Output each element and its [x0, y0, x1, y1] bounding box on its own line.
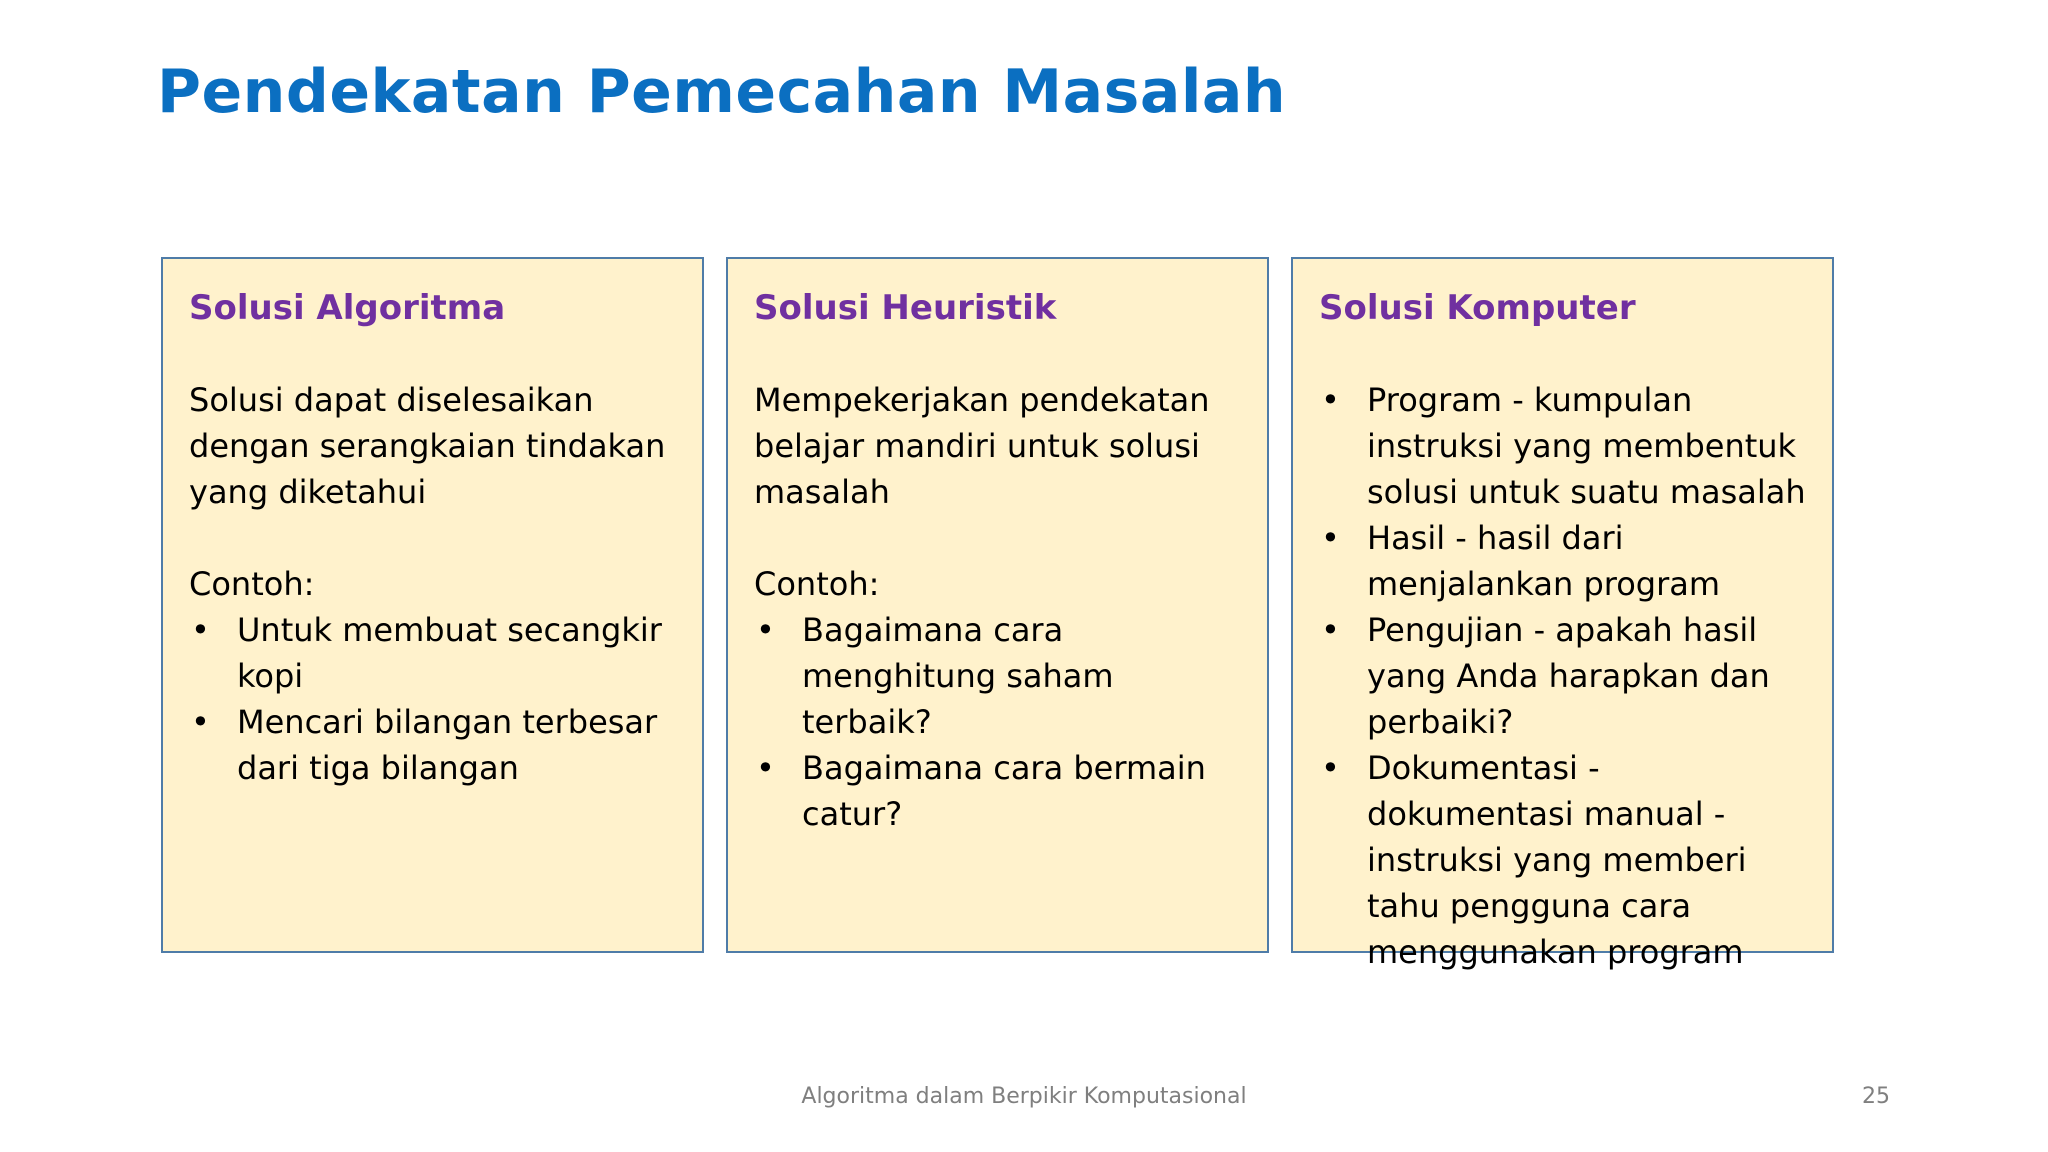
list-item-text: Program - kumpulan instruksi yang membentuk solusi untuk suatu masalah — [1367, 381, 1806, 511]
list-item-text: Hasil - hasil dari menjalankan program — [1367, 519, 1721, 603]
list-item — [1319, 515, 1806, 607]
slide-title: Pendekatan Pemecahan Masalah — [157, 57, 1287, 127]
box-heading: Solusi Komputer — [1319, 288, 1636, 328]
box-solusi-heuristik — [726, 257, 1269, 953]
bullet-icon: • — [756, 611, 775, 649]
slide-footer: Algoritma dalam Berpikir Komputasional — [801, 1084, 1247, 1109]
bullet-icon: • — [756, 749, 775, 787]
list-item-text: Bagaimana cara menghitung saham terbaik? — [802, 611, 1114, 741]
list-item — [189, 607, 676, 699]
list-item — [1319, 745, 1806, 975]
bullet-icon: • — [1321, 611, 1340, 649]
box-heading: Solusi Heuristik — [754, 288, 1057, 328]
list-item — [754, 607, 1241, 745]
box-description: Solusi dapat diselesaikan dengan serangkaian tindakan yang diketahui — [189, 381, 666, 511]
list-item-text: Dokumentasi - dokumentasi manual - instruksi yang memberi tahu pengguna cara menggunakan program — [1367, 749, 1747, 971]
box-description: Mempekerjakan pendekatan belajar mandiri untuk solusi masalah — [754, 381, 1210, 511]
example-list — [754, 607, 1241, 837]
bullet-icon: • — [191, 703, 210, 741]
bullet-icon: • — [1321, 381, 1340, 419]
list-item — [189, 699, 676, 791]
list-item — [1319, 607, 1806, 745]
box-heading: Solusi Algoritma — [189, 288, 506, 328]
example-list — [189, 607, 676, 791]
page-number: 25 — [1862, 1084, 1890, 1109]
box-solusi-komputer — [1291, 257, 1834, 971]
list-item-text: Pengujian - apakah hasil yang Anda harapkan dan perbaiki? — [1367, 611, 1770, 741]
list-item-text: Untuk membuat secangkir kopi — [237, 611, 662, 695]
bullet-icon: • — [1321, 749, 1340, 787]
definition-list — [1319, 377, 1806, 975]
list-item-text: Bagaimana cara bermain catur? — [802, 749, 1206, 833]
bullet-icon: • — [191, 611, 210, 649]
example-label: Contoh: — [189, 565, 315, 603]
box-solusi-algoritma — [161, 257, 704, 953]
list-item — [1319, 377, 1806, 515]
bullet-icon: • — [1321, 519, 1340, 557]
list-item — [754, 745, 1241, 837]
example-label: Contoh: — [754, 565, 880, 603]
list-item-text: Mencari bilangan terbesar dari tiga bilangan — [237, 703, 658, 787]
